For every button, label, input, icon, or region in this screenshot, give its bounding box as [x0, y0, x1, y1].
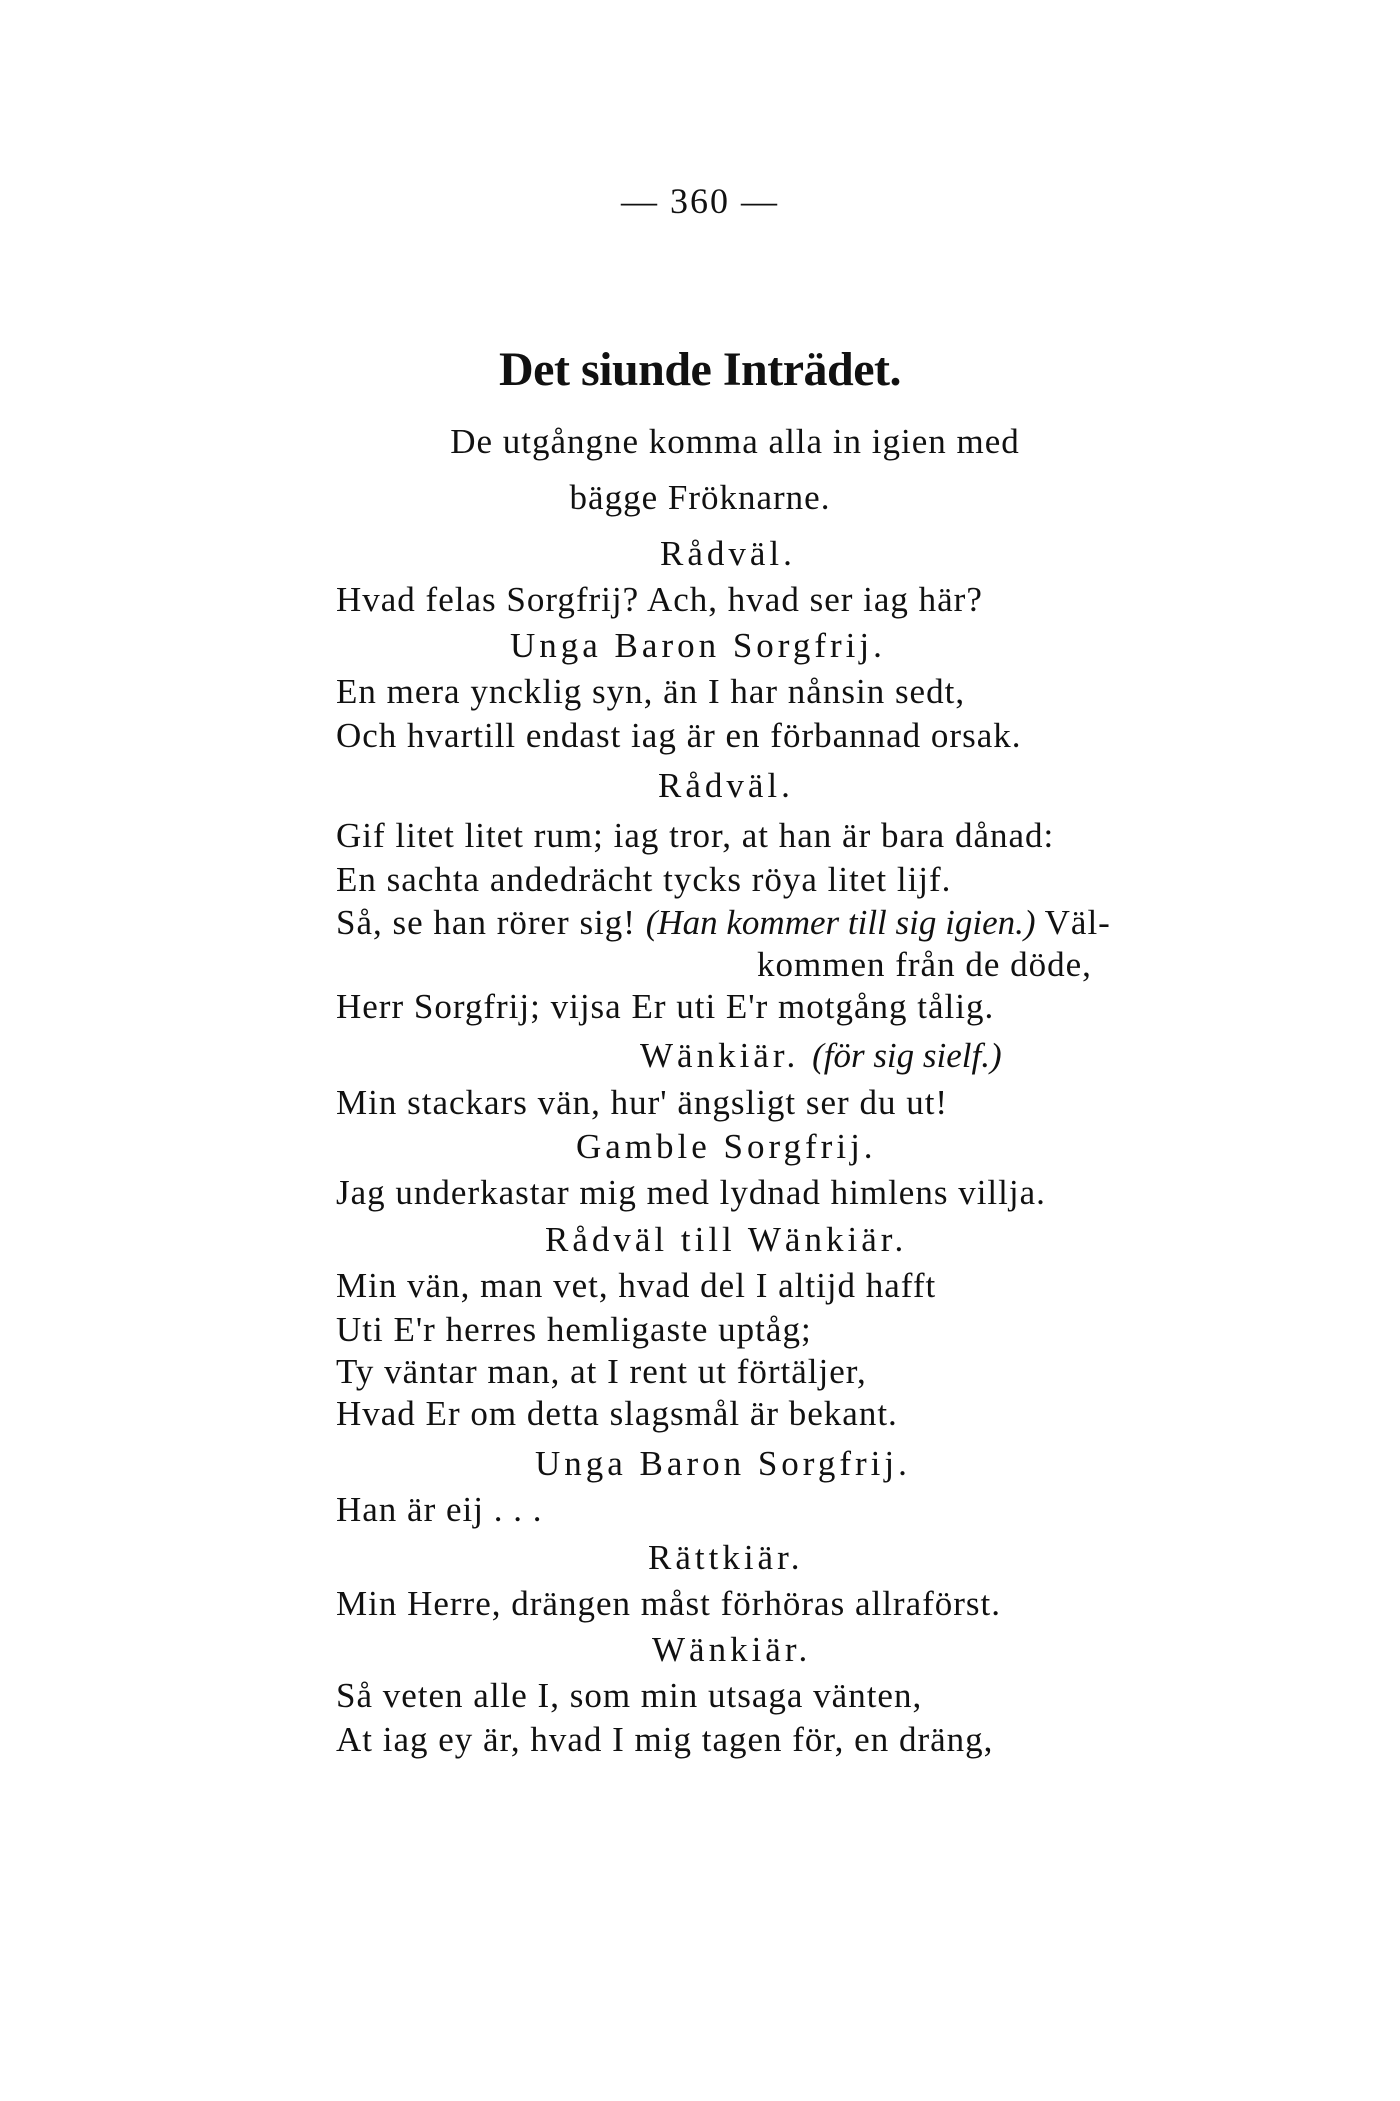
stage-direction-line-1: De utgångne komma alla in igien med [450, 422, 1020, 461]
verse-line: Så veten alle I, som min utsaga vänten, [336, 1676, 923, 1715]
verse-line: En mera yncklig syn, än I har nånsin sedt, [336, 672, 966, 711]
stage-direction-line-2: bägge Fröknarne. [569, 478, 831, 517]
verse-line: Min stackars vän, hur' ängsligt ser du ut! [336, 1083, 949, 1122]
speaker-name: Wänkiär. [652, 1630, 812, 1669]
speaker-name: Gamble Sorgfrij. [576, 1127, 877, 1166]
verse-line: Uti E'r herres hemligaste uptåg; [336, 1310, 812, 1349]
speaker-name [640, 1036, 1002, 1076]
verse-line: Min Herre, drängen måst förhöras allraförst. [336, 1584, 1002, 1623]
verse-line: Hvad felas Sorgfrij? Ach, hvad ser iag här? [336, 580, 983, 619]
speaker-name: Unga Baron Sorgfrij. [535, 1444, 911, 1483]
speaker-label: Wänkiär. [640, 1036, 813, 1075]
verse-line: Han är eij . . . [336, 1490, 543, 1529]
verse-line: Herr Sorgfrij; vijsa Er uti E'r motgång tålig. [336, 987, 995, 1026]
verse-line: Gif litet litet rum; iag tror, at han är bara dånad: [336, 816, 1055, 855]
verse-text: Väl- [1035, 903, 1111, 942]
verse-text: Så, se han rörer sig! [336, 903, 646, 942]
inline-stage-direction: (för sig sielf.) [812, 1036, 1002, 1075]
verse-line: Och hvartill endast iag är en förbannad orsak. [336, 716, 1022, 755]
speaker-name: Rättkiär. [648, 1538, 804, 1577]
verse-line: At iag ey är, hvad I mig tagen för, en dräng, [336, 1720, 994, 1759]
verse-line: Min vän, man vet, hvad del I altijd hafft [336, 1266, 937, 1305]
verse-line: Hvad Er om detta slagsmål är bekant. [336, 1394, 898, 1433]
speaker-name: Rådväl till Wänkiär. [545, 1220, 908, 1259]
speaker-name: Rådväl. [658, 766, 794, 805]
speaker-name: Unga Baron Sorgfrij. [510, 626, 886, 665]
page-number: — 360 — [621, 181, 779, 221]
verse-line: Jag underkastar mig med lydnad himlens villja. [336, 1173, 1046, 1212]
inline-stage-direction: (Han kommer till sig igien.) [645, 903, 1036, 942]
verse-line: En sachta andedrächt tycks röya litet lijf. [336, 860, 952, 899]
verse-line: Ty väntar man, at I rent ut förtäljer, [336, 1352, 867, 1391]
speaker-name: Rådväl. [660, 534, 796, 573]
scene-title: Det siunde Inträdet. [498, 343, 901, 396]
verse-continuation: kommen från de döde, [757, 945, 1092, 984]
verse-line [336, 903, 1111, 943]
